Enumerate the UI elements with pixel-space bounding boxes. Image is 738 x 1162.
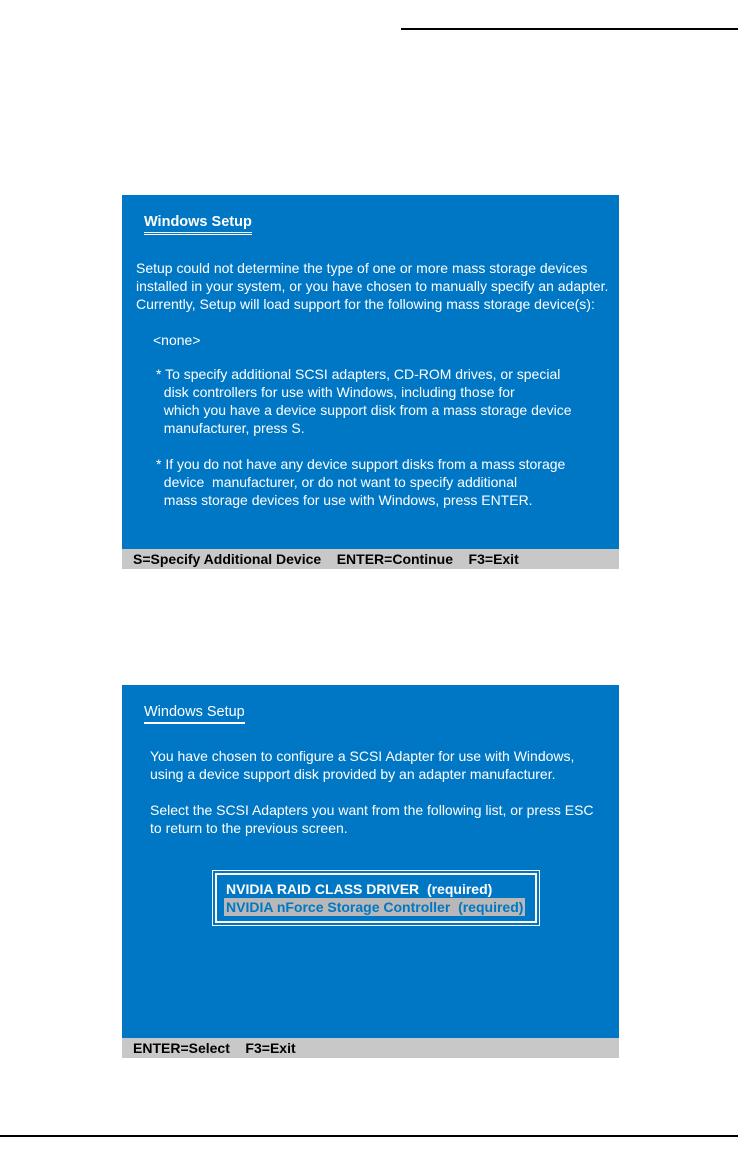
note-line: manufacturer, press S. (156, 420, 305, 436)
instruction-line: Select the SCSI Adapters you want from the following list, or press ESC (150, 802, 594, 818)
screen-title: Windows Setup (144, 703, 245, 724)
intro-line: Currently, Setup will load support for the following mass storage device(s): (136, 296, 595, 312)
intro-line: using a device support disk provided by an adapter manufacturer. (150, 766, 556, 782)
intro-line: You have chosen to configure a SCSI Adapter for use with Windows, (150, 748, 575, 764)
status-bar: S=Specify Additional Device ENTER=Continue F3=Exit (122, 549, 619, 569)
status-bar: ENTER=Select F3=Exit (122, 1038, 619, 1058)
note-line: * To specify additional SCSI adapters, CD-ROM drives, or special (156, 366, 561, 382)
note-line: mass storage devices for use with Windows, press ENTER. (156, 492, 533, 508)
driver-list (215, 873, 537, 923)
driver-list-item-selected[interactable]: NVIDIA nForce Storage Controller (required) (226, 899, 524, 915)
note-line: which you have a device support disk from a mass storage device (156, 402, 572, 418)
footer-rule (0, 1135, 738, 1137)
instruction-line: to return to the previous screen. (150, 820, 348, 836)
setup-screen-mass-storage (122, 195, 619, 569)
driver-list-item[interactable]: NVIDIA RAID CLASS DRIVER (required) (226, 881, 493, 897)
device-list-value: <none> (153, 332, 201, 348)
intro-line: Setup could not determine the type of one or more mass storage devices (136, 260, 588, 276)
header-rule (401, 28, 738, 30)
intro-line: installed in your system, or you have chosen to manually specify an adapter. (136, 278, 609, 294)
note-line: device manufacturer, or do not want to specify additional (156, 474, 518, 490)
screen-title: Windows Setup (144, 213, 252, 235)
note-line: disk controllers for use with Windows, including those for (156, 384, 515, 400)
note-line: * If you do not have any device support disks from a mass storage (156, 456, 566, 472)
setup-screen-scsi-select (122, 685, 619, 1058)
